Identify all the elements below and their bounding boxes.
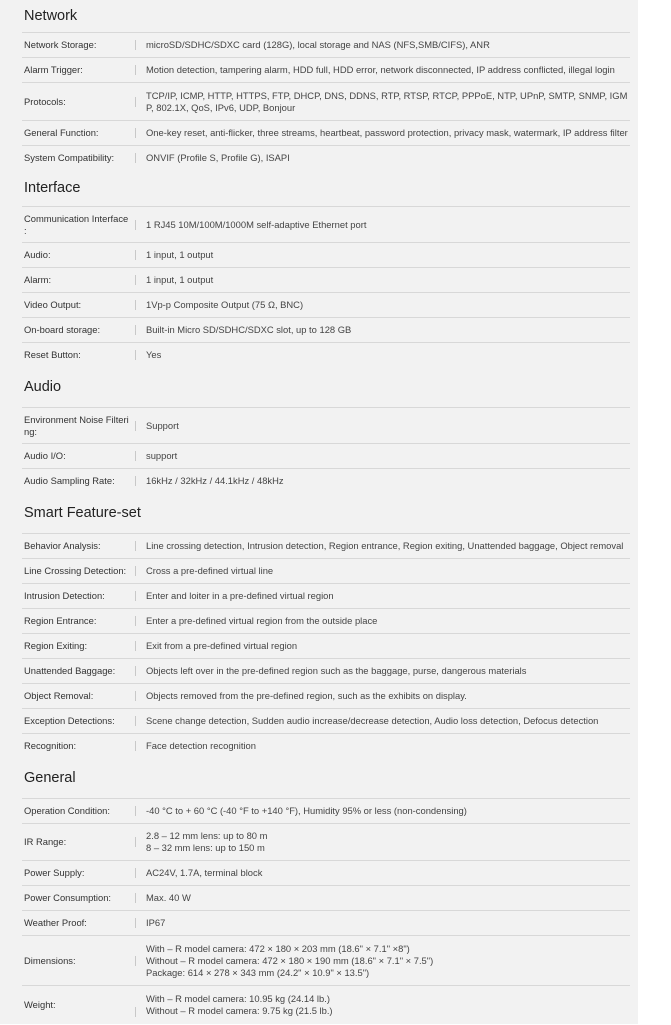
spec-value: IP67 [146,917,166,928]
spec-value: microSD/SDHC/SDXC card (128G), local storage and NAS (NFS,SMB/CIFS), ANR [146,39,490,50]
spec-label: Audio Sampling Rate: [24,475,115,486]
divider [135,616,136,626]
spec-value: Motion detection, tampering alarm, HDD full, HDD error, network disconnected, IP address conflicted, illegal login [146,64,615,75]
spec-row [22,708,630,733]
divider [135,837,136,847]
divider [135,325,136,335]
divider [135,741,136,751]
spec-value: AC24V, 1.7A, terminal block [146,867,263,878]
spec-row [22,145,630,170]
divider [135,893,136,903]
spec-value: ONVIF (Profile S, Profile G), ISAPI [146,152,290,163]
spec-label: Intrusion Detection: [24,590,105,601]
divider [135,451,136,461]
spec-value: One-key reset, anti-flicker, three streams, heartbeat, password protection, privacy mask, watermark, IP address filter [146,127,628,138]
spec-value: Yes [146,349,162,360]
spec-value: support [146,450,178,461]
spec-row [22,242,630,267]
spec-value: Objects removed from the pre-defined region, such as the exhibits on display. [146,690,467,701]
section-title-interface: Interface [24,180,81,196]
divider [135,541,136,551]
spec-row [22,407,630,443]
spec-row [22,733,630,758]
spec-label: Alarm Trigger: [24,64,83,75]
spec-row [22,608,630,633]
spec-row [22,32,630,57]
spec-row [22,533,630,558]
spec-row [22,443,630,468]
spec-value: Built-in Micro SD/SDHC/SDXC slot, up to 128 GB [146,324,352,335]
spec-value: With – R model camera: 472 × 180 × 203 mm (18.6" × 7.1" ×8") Without – R model camera: 472 × 180 × 190 mm (18.6" × 7.1" × 7.5") Package: 614 × 278 × 343 mm (24.2" × 10.9" × 13.5") [146,942,434,978]
spec-label: Network Storage: [24,39,97,50]
divider [135,566,136,576]
spec-label: IR Range: [24,836,67,847]
spec-label: Audio I/O: [24,450,66,461]
divider [135,128,136,138]
spec-row [22,910,630,935]
spec-value: With – R model camera: 10.95 kg (24.14 lb.) Without – R model camera: 9.75 kg (21.5 lb.) [146,993,333,1016]
spec-value: Max. 40 W [146,892,191,903]
divider [135,275,136,285]
section-title-audio: Audio [24,379,62,395]
section-title-smart-feature-set: Smart Feature-set [24,505,141,521]
spec-label: Region Entrance: [24,615,97,626]
divider [135,918,136,928]
divider [135,806,136,816]
spec-label: Video Output: [24,299,82,310]
divider [135,476,136,486]
spec-value: Support [146,419,179,431]
spec-label: Exception Detections: [24,715,115,726]
spec-value: Enter and loiter in a pre-defined virtual region [146,590,334,601]
spec-label: Recognition: [24,740,77,751]
divider [135,716,136,726]
divider [135,591,136,601]
divider [135,868,136,878]
divider [135,421,136,431]
spec-row [22,885,630,910]
spec-label: Behavior Analysis: [24,540,101,551]
spec-row [22,583,630,608]
spec-value: Scene change detection, Sudden audio increase/decrease detection, Audio loss detection, Defocus detection [146,715,599,726]
divider [135,350,136,360]
spec-row [22,342,630,367]
spec-row [22,985,630,1025]
spec-label: Dimensions: [24,954,76,966]
spec-label: Weather Proof: [24,917,87,928]
spec-row [22,82,630,120]
spec-label: Region Exiting: [24,640,88,651]
divider [135,97,136,107]
divider [135,691,136,701]
section-title-network: Network [24,8,78,24]
spec-value: Face detection recognition [146,740,256,751]
spec-row [22,206,630,242]
spec-label: Power Supply: [24,867,85,878]
spec-value: Line crossing detection, Intrusion detection, Region entrance, Region exiting, Unattended baggage, Object removal [146,540,624,551]
spec-value: 16kHz / 32kHz / 44.1kHz / 48kHz [146,475,284,486]
divider [135,300,136,310]
spec-label: Operation Condition: [24,805,110,816]
divider [135,956,136,966]
spec-label: Power Consumption: [24,892,112,903]
divider [135,40,136,50]
spec-label: On-board storage: [24,324,101,335]
spec-value: 1 RJ45 10M/100M/1000M self-adaptive Ethernet port [146,218,367,230]
spec-value: Cross a pre-defined virtual line [146,565,274,576]
section-title-general: General [24,770,76,786]
spec-row [22,823,630,860]
spec-label: Protocols: [24,95,66,107]
spec-label: Line Crossing Detection: [24,565,127,576]
spec-value: Exit from a pre-defined virtual region [146,640,298,651]
spec-value: TCP/IP, ICMP, HTTP, HTTPS, FTP, DHCP, DNS, DDNS, RTP, RTSP, RTCP, PPPoE, NTP, UPnP, SMTP, SNMP, IGM P, 802.1X, QoS, IPv6, UDP, Bonjour [146,89,628,113]
spec-value: -40 °C to + 60 °C (-40 °F to +140 °F), Humidity 95% or less (non-condensing) [146,805,467,816]
spec-label: Audio: [24,249,51,260]
divider [135,1007,136,1017]
spec-label: Weight: [24,999,56,1010]
spec-row [22,860,630,885]
spec-row [22,120,630,145]
divider [135,641,136,651]
spec-label: System Compatibility: [24,152,115,163]
spec-label: Unattended Baggage: [24,665,116,676]
spec-label: Environment Noise Filteri ng: [24,413,129,437]
spec-label: Communication Interface : [24,212,129,236]
spec-row [22,658,630,683]
spec-label: General Function: [24,127,99,138]
spec-label: Object Removal: [24,690,94,701]
spec-row [22,798,630,823]
spec-row [22,935,630,985]
spec-row [22,558,630,583]
spec-row [22,633,630,658]
spec-value: Enter a pre-defined virtual region from the outside place [146,615,378,626]
divider [135,666,136,676]
spec-row [22,468,630,493]
spec-row [22,317,630,342]
spec-value: 1 input, 1 output [146,249,214,260]
spec-value: 1Vp-p Composite Output (75 Ω, BNC) [146,299,304,310]
divider [135,153,136,163]
spec-value: 1 input, 1 output [146,274,214,285]
spec-row [22,683,630,708]
spec-row [22,57,630,82]
divider [135,250,136,260]
spec-label: Reset Button: [24,349,81,360]
spec-row [22,292,630,317]
spec-value: 2.8 – 12 mm lens: up to 80 m 8 – 32 mm lens: up to 150 m [146,830,268,853]
divider [135,65,136,75]
spec-label: Alarm: [24,274,52,285]
spec-row [22,267,630,292]
spec-value: Objects left over in the pre-defined region such as the baggage, purse, dangerous materials [146,665,527,676]
divider [135,220,136,230]
